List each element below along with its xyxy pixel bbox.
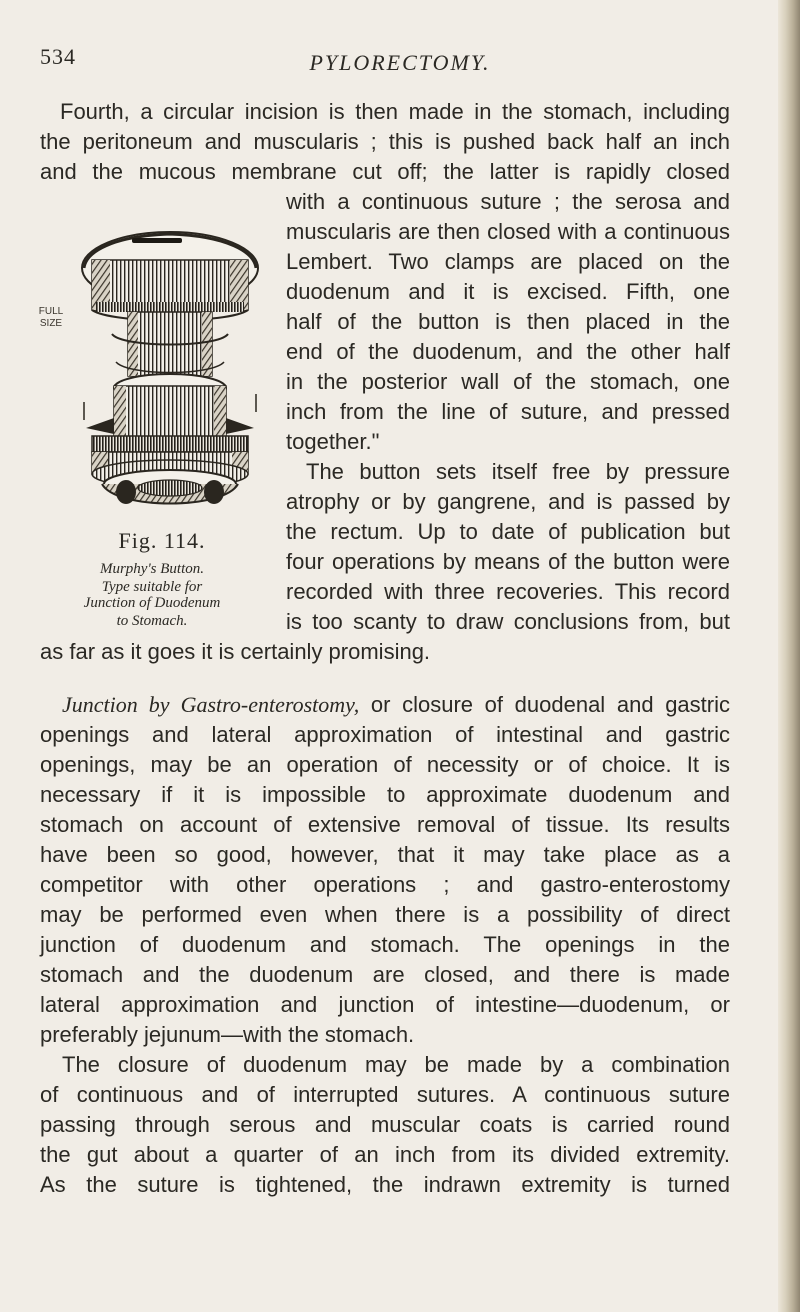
text-line: muscularis are then closed with a continuous xyxy=(286,219,730,244)
text-line: of continuous and of interrupted sutures. A continuous suture xyxy=(40,1082,730,1107)
figure-caption-line: to Stomach. xyxy=(116,613,188,629)
text-line: the rectum. Up to date of publication but xyxy=(286,519,730,544)
text-line: atrophy or by gangrene, and is passed by xyxy=(286,489,730,514)
text-line: may be performed even when there is a possibility of direct xyxy=(40,902,730,927)
italic-heading: Junction by Gastro-enterostomy, xyxy=(62,692,360,717)
text-line: openings and lateral approximation of intestinal and gastric xyxy=(40,722,730,747)
text-line: inch from the line of suture, and pressed xyxy=(286,399,730,424)
murphys-button-illustration xyxy=(72,222,268,520)
text-line: The closure of duodenum may be made by a combination xyxy=(62,1052,730,1077)
text-line: passing through serous and muscular coats is carried round xyxy=(40,1112,730,1137)
text-line: together." xyxy=(286,429,380,454)
text-line: have been so good, however, that it may take place as a xyxy=(40,842,730,867)
figure-caption-line: Type suitable for xyxy=(101,579,203,595)
page-binding-edge xyxy=(778,0,800,1312)
button-upper-half xyxy=(82,232,258,376)
text-line: openings, may be an operation of necessity or of choice. It is xyxy=(40,752,730,777)
text-line: The button sets itself free by pressure xyxy=(306,459,730,484)
figure-caption-line: Murphy's Button. xyxy=(99,561,205,577)
text-line: necessary if it is impossible to approximate duodenum and xyxy=(40,782,730,807)
text-line xyxy=(62,690,730,720)
text-line: competitor with other operations ; and gastro-enterostomy xyxy=(40,872,730,897)
text-line: as far as it goes it is certainly promising. xyxy=(40,639,431,664)
figure-caption-line: Junction of Duodenum xyxy=(83,595,221,611)
text-line: in the posterior wall of the stomach, one xyxy=(286,369,730,394)
text-line: Lembert. Two clamps are placed on the xyxy=(286,249,730,274)
scale-label-line: FULL xyxy=(38,306,64,317)
figure-label: Fig. 114. xyxy=(118,528,206,553)
text-line: with a continuous suture ; the serosa and xyxy=(286,189,730,214)
scale-label-line: SIZE xyxy=(39,318,63,329)
text-line: half of the button is then placed in the xyxy=(286,309,730,334)
running-head: PYLORECTOMY. xyxy=(309,50,491,75)
page-number: 534 xyxy=(40,44,76,69)
text-line: four operations by means of the button were xyxy=(286,549,730,574)
text-line: the gut about a quarter of an inch from its divided extremity. xyxy=(40,1142,730,1167)
text-line: junction of duodenum and stomach. The openings in the xyxy=(40,932,730,957)
text-run: or closure of duodenal and gastric xyxy=(359,692,730,717)
text-line: is too scanty to draw conclusions from, but xyxy=(286,609,730,634)
scale-label xyxy=(36,306,66,330)
text-line: stomach and the duodenum are closed, and there is made xyxy=(40,962,730,987)
text-line: preferably jejunum—with the stomach. xyxy=(40,1022,415,1047)
button-lower-half xyxy=(84,374,256,504)
text-line: stomach on account of extensive removal of tissue. Its results xyxy=(40,812,730,837)
text-line: recorded with three recoveries. This record xyxy=(286,579,730,604)
text-line: Fourth, a circular incision is then made in the stomach, including xyxy=(60,99,730,124)
text-line: the peritoneum and muscularis ; this is pushed back half an inch xyxy=(40,129,730,154)
text-line: As the suture is tightened, the indrawn extremity is turned xyxy=(40,1172,730,1197)
text-line: and the mucous membrane cut off; the latter is rapidly closed xyxy=(40,159,730,184)
text-line: end of the duodenum, and the other half xyxy=(286,339,730,364)
text-line: lateral approximation and junction of intestine—duodenum, or xyxy=(40,992,730,1017)
text-line: duodenum and it is excised. Fifth, one xyxy=(286,279,730,304)
